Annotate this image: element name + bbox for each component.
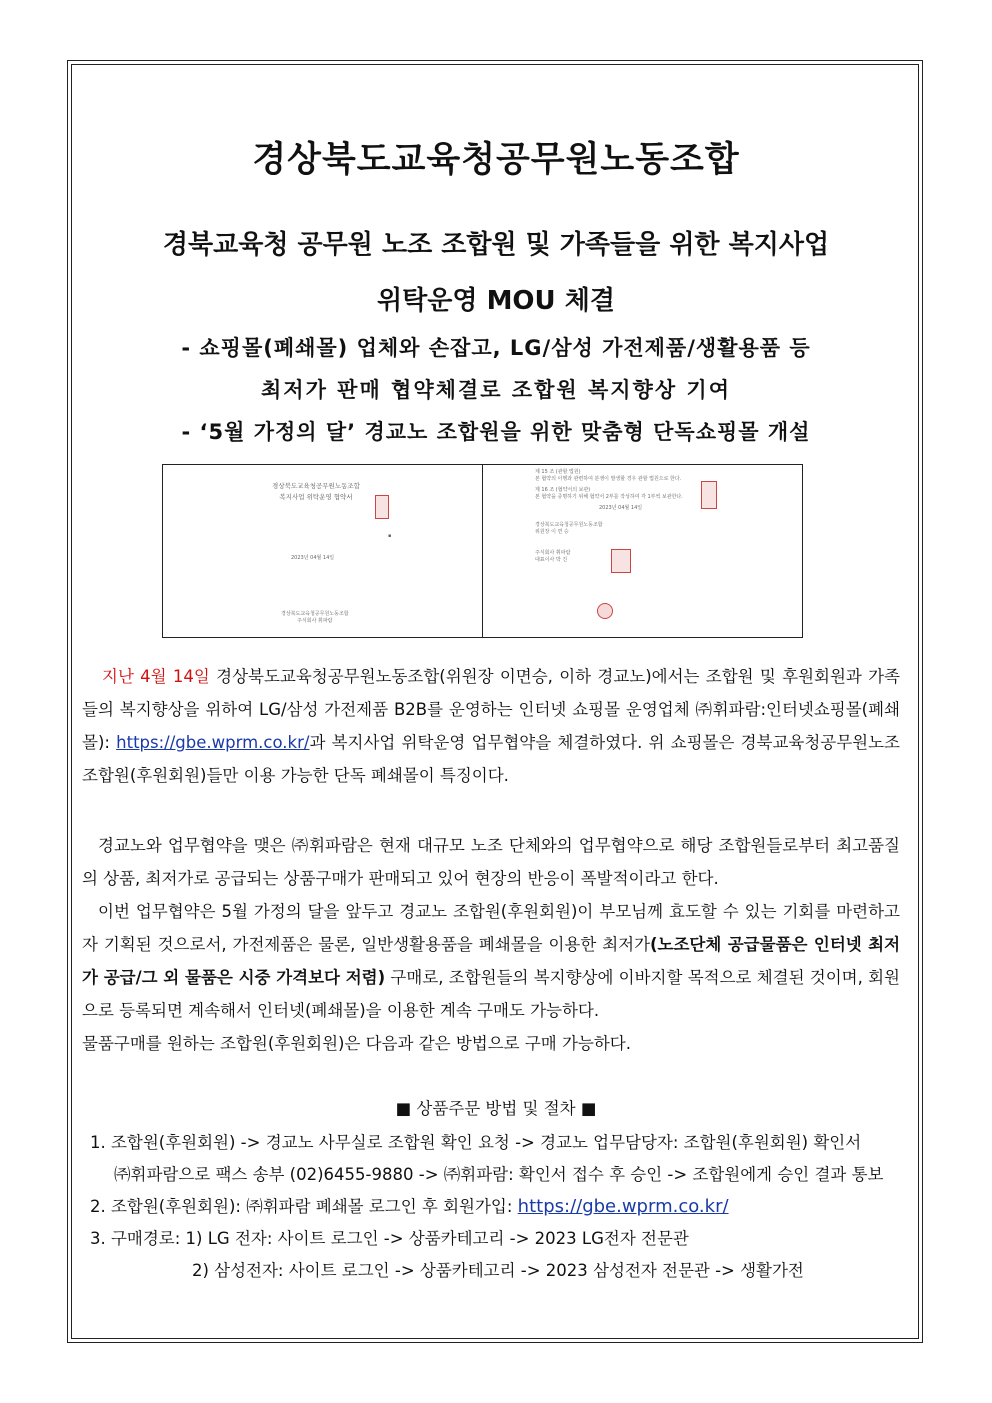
step-2 <box>90 1191 905 1223</box>
cover-doc-title <box>261 481 371 503</box>
paragraph-4: 물품구매를 원하는 조합원(후원회원)은 다음과 같은 방법으로 구매 가능하다. <box>82 1034 631 1053</box>
bullet-line-1: - 쇼핑몰(폐쇄몰) 업체와 손잡고, LG/삼성 가전제품/생활용품 등 <box>181 336 811 360</box>
signature-mark: ▪ <box>388 533 392 539</box>
agreement-photos <box>162 464 803 638</box>
clause-line: 제 16 조 (협약서의 보관) <box>535 487 591 493</box>
clause-line: 제 15 조 (관할 법원) <box>535 469 581 475</box>
cover-footer-2: 주식회사 휘파람 <box>297 618 333 624</box>
paragraph-3-text-a: 이번 업무협약은 5월 가정의 달을 앞두고 경교노 조합원(후원회원)이 부모님께 효도할 수 있는 기회를 마련하고자 기획된 것으로서, 가전제품은 물론, 일반생활용품을 폐쇄몰을 이용한 최저가 <box>82 902 900 954</box>
cover-footer <box>281 611 349 625</box>
bullet-line-3: - ‘5월 가정의 달’ 경교노 조합원을 위한 맞춤형 단독쇼핑몰 개설 <box>181 420 811 444</box>
party-name: 경상북도교육청공무원노동조합 <box>535 522 603 528</box>
paragraph-1-text-a: 경상북도교육청공무원노동조합(위원장 이면승, 이하 경교노)에서는 조합원 및 후원회원과 가족들의 복지향상을 위하여 LG/삼성 가전제품 B2B를 운영하는 인터넷 쇼핑몰 운영업체 ㈜휘파람:인터넷쇼핑몰(폐쇄몰): <box>82 667 900 752</box>
cover-title-2: 복지사업 위탁운영 협약서 <box>279 493 353 501</box>
order-heading: ■ 상품주문 방법 및 절차 ■ <box>395 1099 597 1118</box>
step-3-line-2: 2) 삼성전자: 사이트 로그인 -> 상품카테고리 -> 2023 삼성전자 전문관 -> 생활가전 <box>192 1261 804 1280</box>
cover-date: 2023년 04월 14일 <box>291 555 335 561</box>
party-rep: 대표이사 박 진 <box>535 557 568 563</box>
subtitle-line-2: 위탁운영 MOU 체결 <box>377 286 615 316</box>
paragraph-group-2 <box>82 829 900 1060</box>
shop-link-2[interactable]: https://gbe.wprm.co.kr/ <box>517 1196 729 1217</box>
agreement-signature-photo <box>482 465 802 637</box>
party-name: 주식회사 휘파람 <box>535 550 571 556</box>
round-seal <box>597 603 613 619</box>
agreement-cover-photo <box>163 465 482 637</box>
cover-footer-1: 경상북도교육청공무원노동조합 <box>281 611 349 617</box>
step-3-line-1: 3. 구매경로: 1) LG 전자: 사이트 로그인 -> 상품카테고리 -> 2023 LG전자 전문관 <box>90 1229 689 1248</box>
order-steps <box>90 1127 905 1287</box>
seal-stamp <box>611 549 631 573</box>
paragraph-2-text: 경교노와 업무협약을 맺은 ㈜휘파람은 현재 대규모 노조 단체와의 업무협약으로 해당 조합원들로부터 최고품질의 상품, 최저가로 공급되는 상품구매가 판매되고 있어 현장의 반응이 폭발적이라고 한다. <box>82 836 900 888</box>
cover-title-1: 경상북도교육청공무원노동조합 <box>272 482 360 490</box>
bullet-line-2: 최저가 판매 협약체결로 조합원 복지향상 기여 <box>261 378 731 402</box>
document-title: 경상북도교육청공무원노동조합 <box>252 140 740 180</box>
subtitle-line-1: 경북교육청 공무원 노조 조합원 및 가족들을 위한 복지사업 <box>162 230 830 260</box>
clause-date: 2023년 04월 14일 <box>599 505 643 511</box>
step-1-line-2: ㈜휘파람으로 팩스 송부 (02)6455-9880 -> ㈜휘파람: 확인서 접수 후 승인 -> 조합원에게 승인 결과 통보 <box>114 1165 884 1184</box>
step-2-text: 2. 조합원(후원회원): ㈜휘파람 폐쇄몰 로그인 후 회원가입: <box>90 1197 518 1216</box>
clause-line: 본 협약의 이행과 관련하여 분쟁이 발생할 경우 관할 법원으로 한다. <box>535 476 682 482</box>
seal-stamp <box>701 481 717 509</box>
party-rep: 위원장 이 면 승 <box>535 529 569 535</box>
date-highlight: 지난 4월 14일 <box>102 667 210 686</box>
shop-link[interactable]: https://gbe.wprm.co.kr/ <box>116 733 310 752</box>
step-1-line-1: 1. 조합원(후원회원) -> 경교노 사무실로 조합원 확인 요청 -> 경교노 업무담당자: 조합원(후원회원) 확인서 <box>90 1133 862 1152</box>
paragraph-2 <box>82 829 900 895</box>
paragraph-1 <box>82 660 900 792</box>
paragraph-3 <box>82 895 900 1027</box>
paragraph-1-text-b: 과 복지사업 위탁운영 업무협약을 체결하였다. 위 쇼핑몰은 경북교육청공무원노조 조합원(후원회원)들만 이용 가능한 단독 폐쇄몰이 특징이다. <box>82 733 900 785</box>
seal-stamp <box>375 495 389 519</box>
paragraph-3-text-b: 구매로, 조합원들의 복지향상에 이바지할 목적으로 체결된 것이며, 회원으로 등록되면 계속해서 인터넷(폐쇄몰)을 이용한 계속 구매도 가능하다. <box>82 968 900 1020</box>
paragraph-3-bold: (노조단체 공급물품은 인터넷 최저가 공급/그 외 물품은 시중 가격보다 저렴) <box>82 935 901 987</box>
clause-line: 본 협약을 증명하기 위해 협약서 2부를 작성하여 각 1부씩 보관한다. <box>535 494 683 500</box>
